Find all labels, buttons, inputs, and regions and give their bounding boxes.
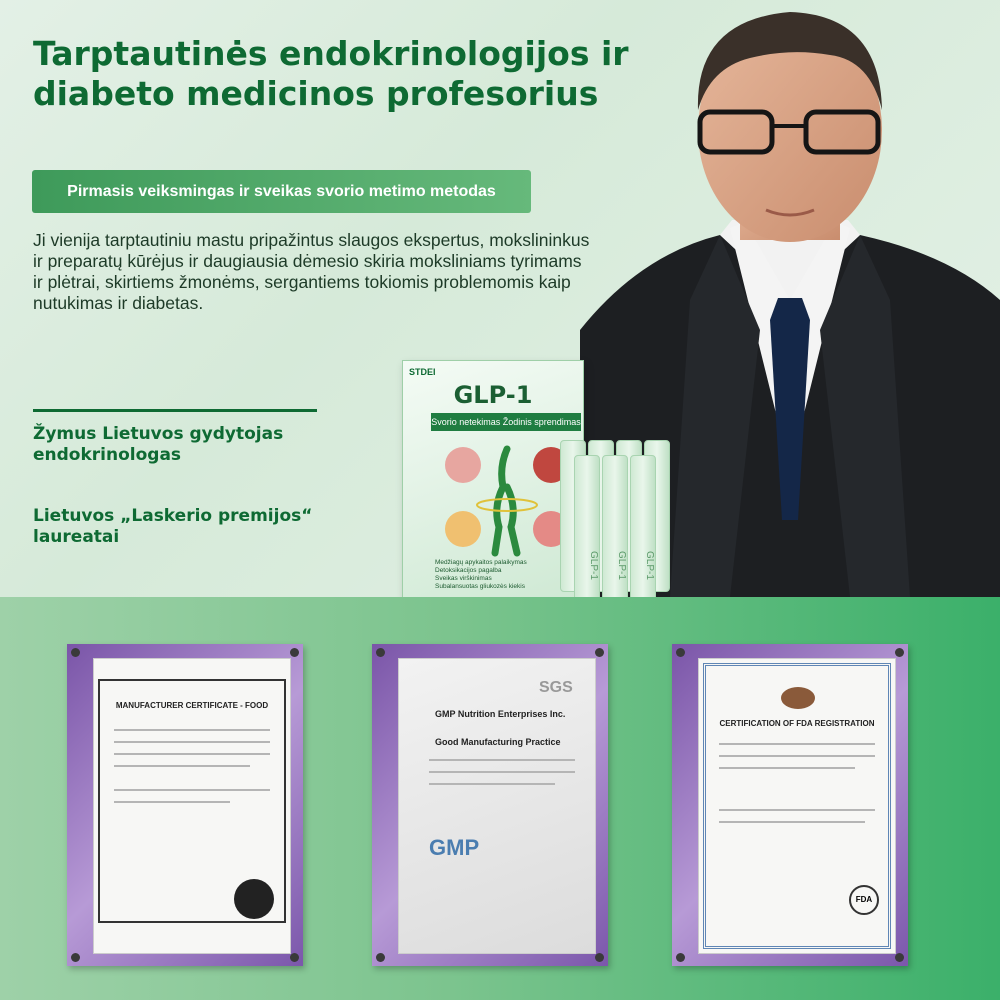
certificate-manufacturer: [67, 644, 303, 966]
certificate-title: CERTIFICATION OF FDA REGISTRATION: [719, 719, 875, 728]
certificate-fda: [672, 644, 908, 966]
seal-icon: [234, 879, 274, 919]
sgs-seal: SGS: [539, 679, 573, 696]
brand-logo: STDEI: [409, 367, 436, 377]
page-title: Tarptautinės endokrinologijos ir diabeto medicinos profesorius: [33, 34, 629, 113]
vial: GLP-1: [574, 455, 600, 597]
tagline-badge: Pirmasis veiksmingas ir sveikas svorio metimo metodas: [32, 170, 531, 213]
product-name: GLP-1: [453, 381, 533, 409]
product-bullets: Medžiagų apykaitos palaikymas Detoksikacijos pagalba Sveikas virškinimas Subalansuotas gliukozės kiekis: [435, 559, 527, 590]
eagle-icon: [781, 687, 815, 709]
divider: [33, 409, 317, 412]
certificate-subtitle: Good Manufacturing Practice: [435, 737, 561, 747]
certificate-title: MANUFACTURER CERTIFICATE - FOOD: [115, 701, 269, 710]
certificate-gmp: [372, 644, 608, 966]
product-illustration: [433, 437, 581, 557]
product-box: [402, 360, 584, 597]
fact-endocrinologist: Žymus Lietuvos gydytojas endokrinologas: [33, 424, 284, 465]
certificate-title: GMP Nutrition Enterprises Inc.: [435, 709, 566, 719]
product-band: Svorio netekimas Žodinis sprendimas: [431, 413, 581, 431]
gmp-logo: GMP: [429, 835, 480, 860]
fda-seal: FDA: [849, 885, 879, 915]
fact-lasker-prize: Lietuvos „Laskerio premijos“ laureatai: [33, 506, 313, 547]
vial: GLP-1: [630, 455, 656, 597]
vial: GLP-1: [602, 455, 628, 597]
intro-paragraph: Ji vienija tarptautiniu mastu pripažintus slaugos ekspertus, mokslininkus ir preparatų kūrėjus ir daugiausia dėmesio skiria moksliniams tyrimams ir plėtrai, skirtiems žmonėms, sergantiems tokiomis problemomis kaip nutukimas ir diabetas.: [33, 230, 590, 313]
